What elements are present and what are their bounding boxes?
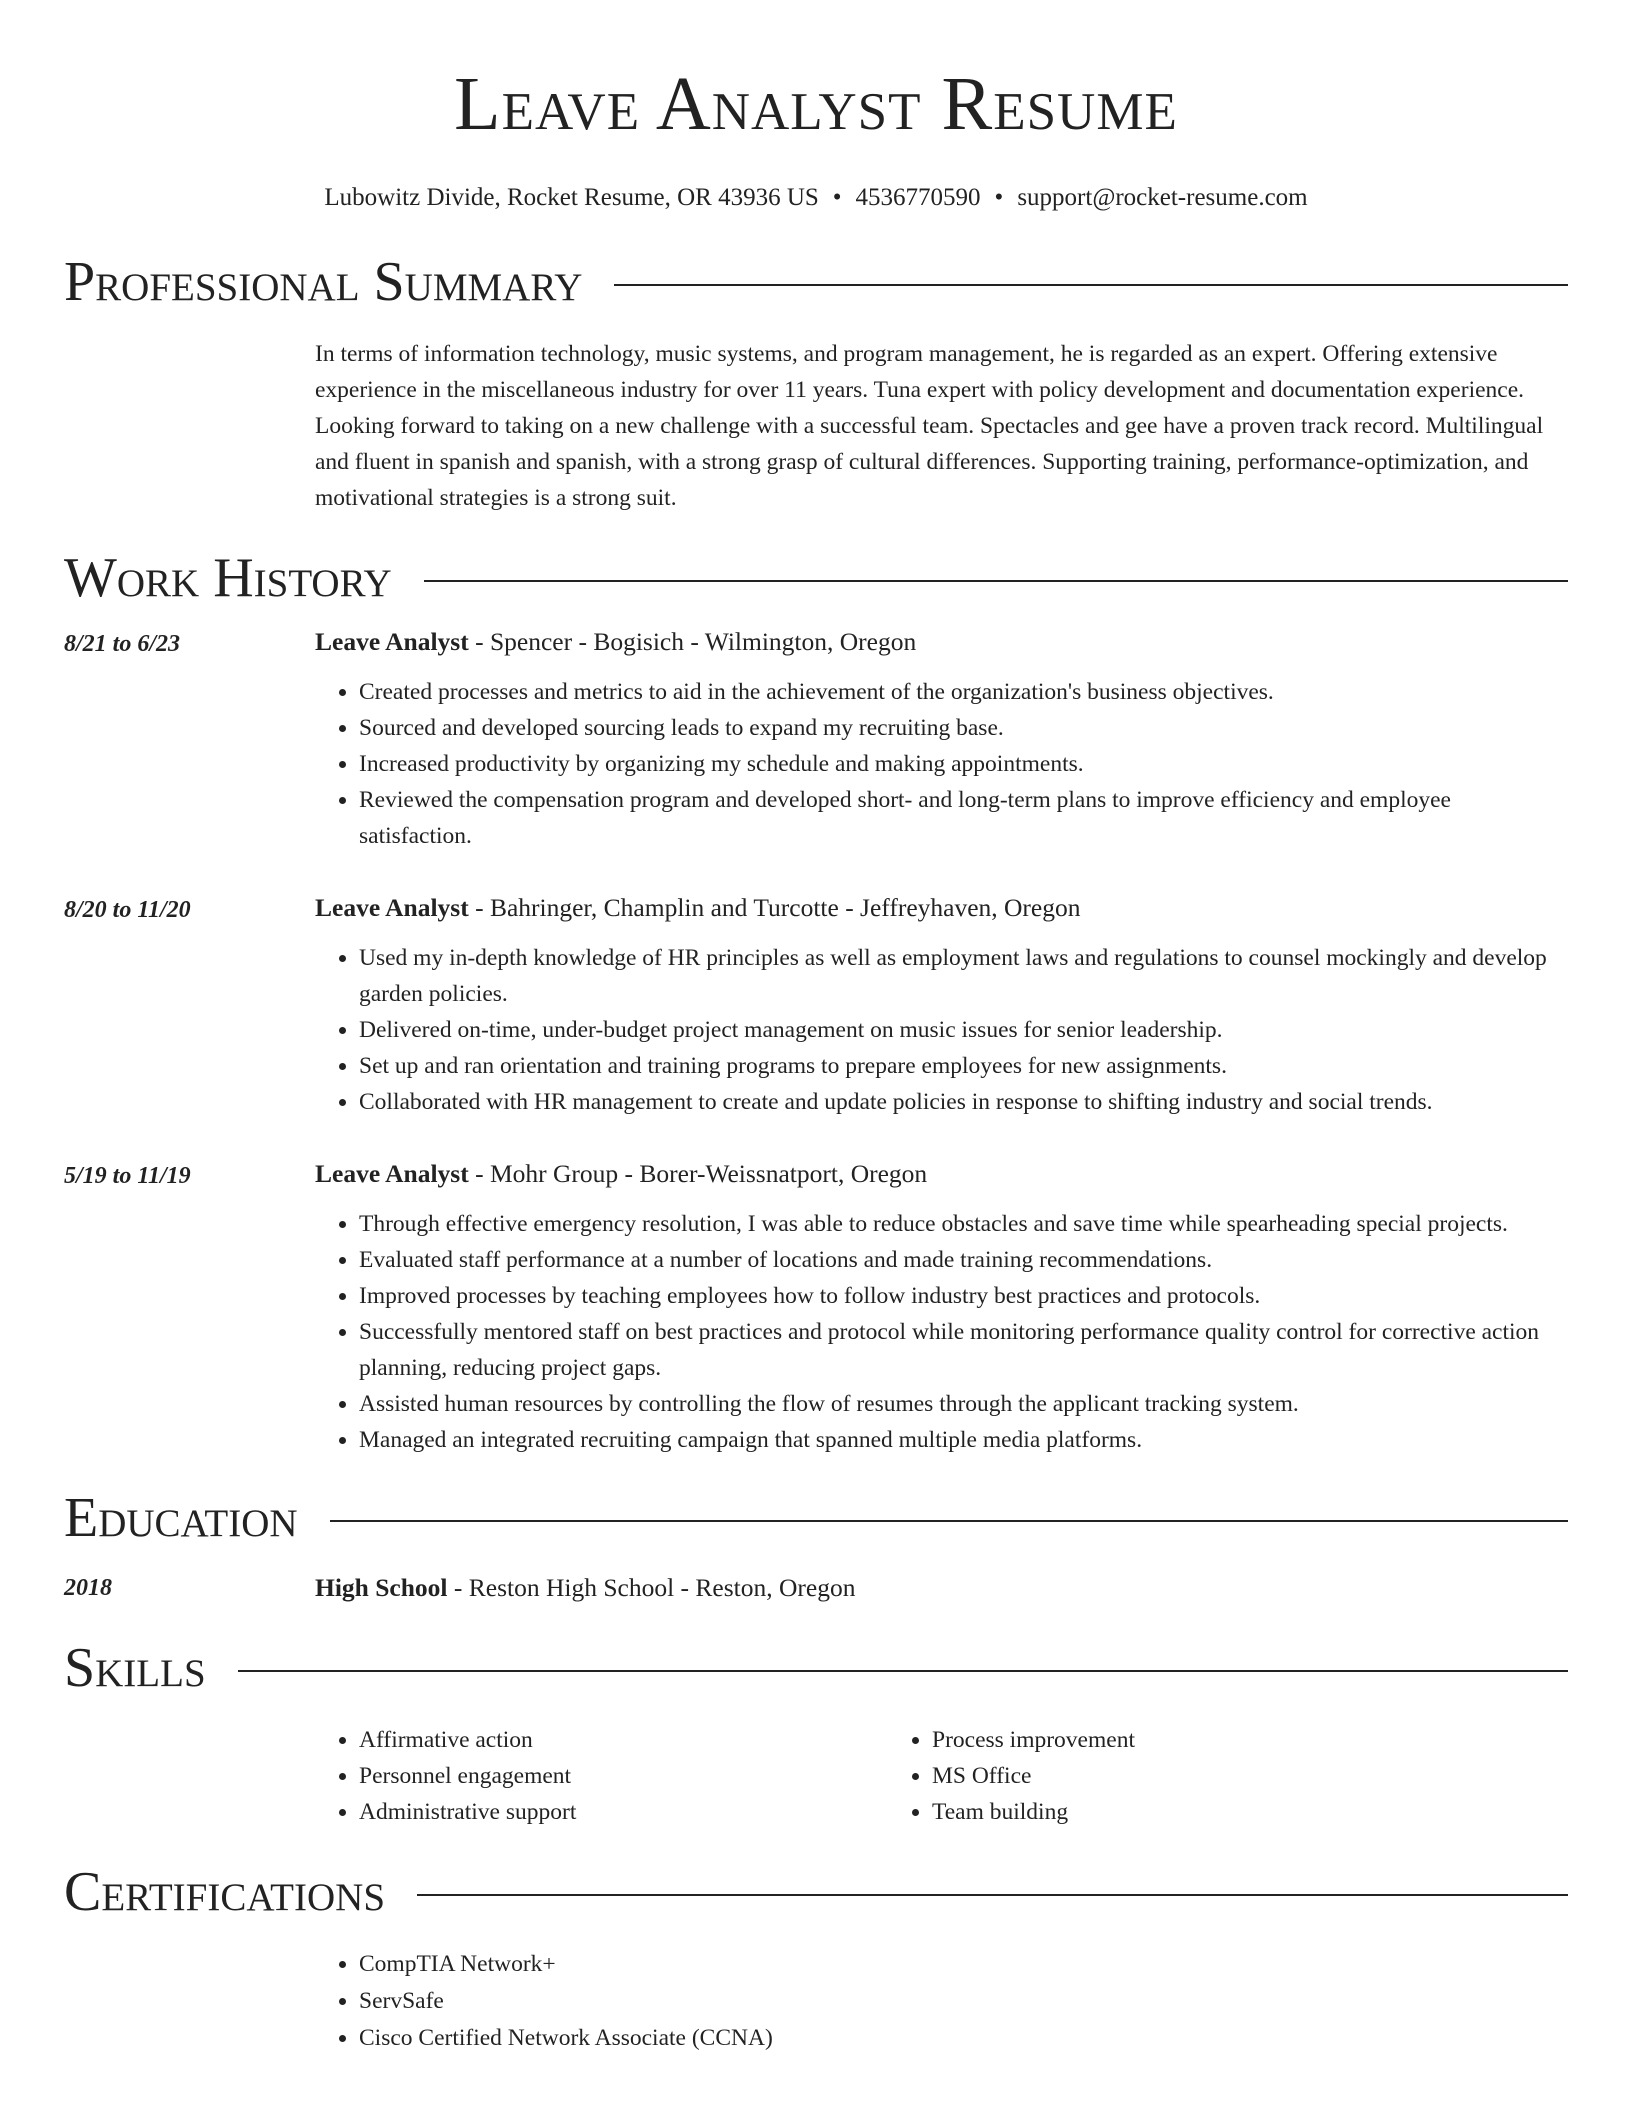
job-entry [64,624,1568,854]
certifications-section-header [64,1860,1568,1924]
job-details: - Spencer - Bogisich - Wilmington, Oregon [468,627,917,656]
work-section-header [64,546,1568,610]
job-bullet: • Increased productivity by organizing my schedule and making appointments. [359,746,1568,782]
skill-item: • Administrative support [359,1794,888,1830]
job-bullet: • Sourced and developed sourcing leads to expand my recruiting base. [359,710,1568,746]
skill-item: • Affirmative action [359,1722,888,1758]
job-bullet: • Delivered on-time, under-budget project management on music issues for senior leadership. [359,1012,1568,1048]
education-year: 2018 [64,1575,112,1601]
education-entry [64,1570,1568,1606]
certifications-heading: Certifications [64,1861,386,1923]
contact-separator: • [994,184,1004,211]
resume-title: Leave Analyst Resume [454,62,1178,146]
job-bullet: • Set up and ran orientation and training programs to prepare employees for new assignments. [359,1048,1568,1084]
section-divider [330,1520,1568,1522]
skill-item: • Personnel engagement [359,1758,888,1794]
certifications-items [315,1946,1568,2057]
education-heading: Education [64,1487,298,1549]
job-bullet: • Reviewed the compensation program and developed short- and long-term plans to improve efficiency and employee satisfaction. [359,782,1568,854]
section-divider [417,1894,1568,1896]
job-heading [315,624,1568,660]
job-bullet: • Managed an integrated recruiting campaign that spanned multiple media platforms. [359,1422,1568,1458]
job-bullet: • Improved processes by teaching employees how to follow industry best practices and protocols. [359,1278,1568,1314]
job-bullet: • Assisted human resources by controlling the flow of resumes through the applicant tracking system. [359,1386,1568,1422]
skills-heading: Skills [64,1637,206,1699]
education-section-header [64,1486,1568,1550]
section-divider [238,1670,1568,1672]
job-bullet: • Through effective emergency resolution, I was able to reduce obstacles and save time while spearheading special projects. [359,1206,1568,1242]
job-entry [64,1156,1568,1458]
work-heading: Work History [64,547,392,609]
skills-section-header [64,1636,1568,1700]
job-title: Leave Analyst [315,1159,469,1188]
contact-address: Lubowitz Divide, Rocket Resume, OR 43936 US [324,184,819,211]
job-bullet: • Successfully mentored staff on best practices and protocol while monitoring performance quality control for corrective action planning, reducing project gaps. [359,1314,1568,1386]
contact-email: support@rocket-resume.com [1017,184,1308,211]
skills-list [315,1722,1568,1830]
section-divider [614,284,1568,286]
contact-line [64,182,1568,214]
job-details: - Bahringer, Champlin and Turcotte - Jeffreyhaven, Oregon [468,893,1081,922]
job-heading [315,1156,1568,1192]
summary-heading: Professional Summary [64,251,583,313]
job-title: Leave Analyst [315,627,469,656]
skills-column-right [888,1722,1461,1830]
certifications-list [315,1946,1568,2057]
section-divider [424,580,1568,582]
skill-item: • MS Office [932,1758,1461,1794]
education-degree: High School [315,1573,448,1602]
summary-text: In terms of information technology, music systems, and program management, he is regarded as an expert. Offering extensive experience in the miscellaneous industry for over 11 years. Tuna expert with policy development and documentation experience. Looking forward to taking on a new challenge with a successful team. Spectacles and gee have a proven track record. Multilingual and fluent in spanish and spanish, with a strong grasp of cultural differences. Supporting training, performance-optimization, and motivational strategies is a strong suit. [315,341,1544,511]
job-bullets [315,940,1568,1120]
job-bullets [315,1206,1568,1458]
contact-separator: • [832,184,842,211]
job-dates: 8/21 to 6/23 [64,631,181,657]
job-entry [64,890,1568,1120]
job-details: - Mohr Group - Borer-Weissnatport, Oregon [468,1159,928,1188]
job-bullet: • Collaborated with HR management to create and update policies in response to shifting industry and social trends. [359,1084,1568,1120]
job-bullet: • Created processes and metrics to aid in the achievement of the organization's business objectives. [359,674,1568,710]
education-details: - Reston High School - Reston, Oregon [447,1573,856,1602]
job-heading [315,890,1568,926]
job-bullet: • Evaluated staff performance at a number of locations and made training recommendations. [359,1242,1568,1278]
summary-section-header [64,250,1568,314]
skill-item: • Process improvement [932,1722,1461,1758]
job-bullets [315,674,1568,854]
job-dates: 5/19 to 11/19 [64,1163,191,1189]
job-dates: 8/20 to 11/20 [64,897,191,923]
skills-column-left [315,1722,888,1830]
contact-phone: 4536770590 [855,184,981,211]
job-bullet: • Used my in-depth knowledge of HR principles as well as employment laws and regulations to counsel mockingly and develop garden policies. [359,940,1568,1012]
certification-item: • Cisco Certified Network Associate (CCNA) [359,2020,1568,2057]
skill-item: • Team building [932,1794,1461,1830]
job-title: Leave Analyst [315,893,469,922]
education-heading-line [315,1570,855,1606]
certification-item: • ServSafe [359,1983,1568,2020]
certification-item: • CompTIA Network+ [359,1946,1568,1983]
